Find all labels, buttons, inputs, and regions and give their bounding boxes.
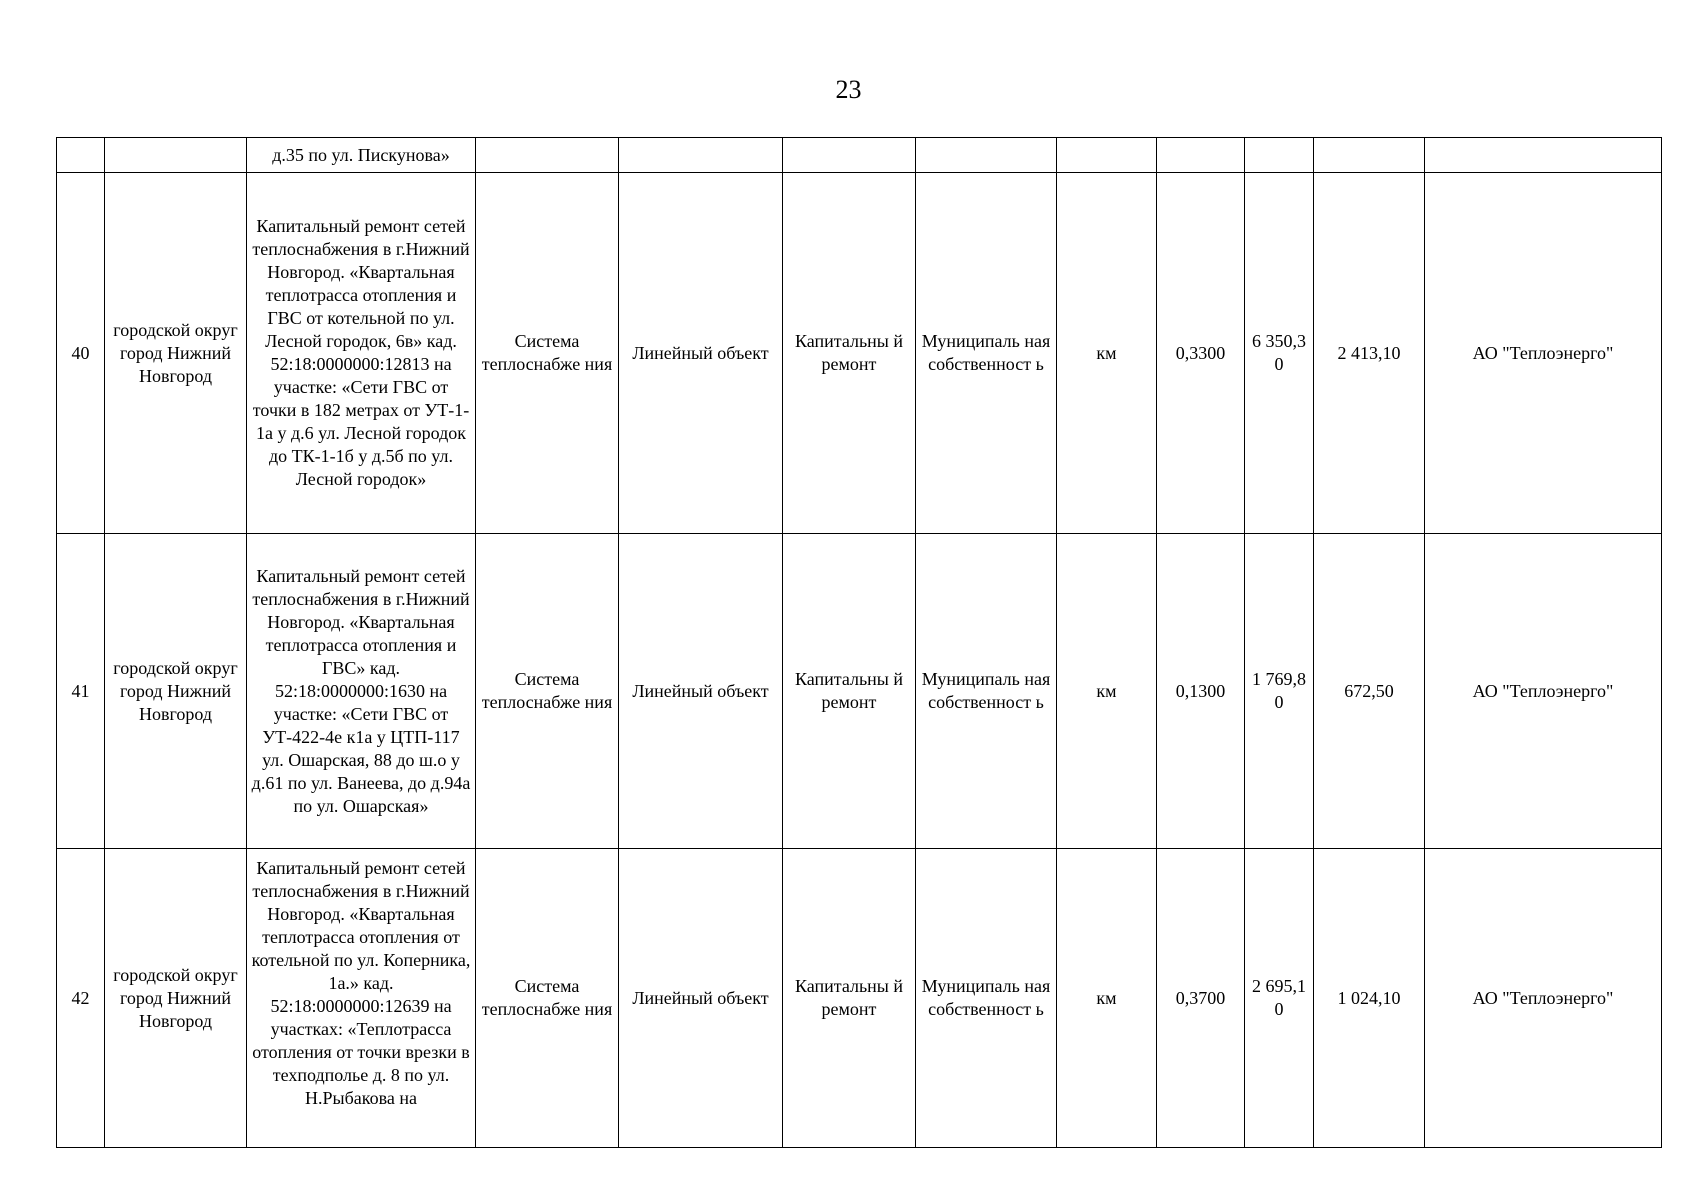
table-row <box>57 173 1662 534</box>
cell-num: 42 <box>57 849 105 1148</box>
cell-unit: км <box>1057 173 1157 534</box>
cell-work-type <box>783 138 916 173</box>
cell-work-type: Капитальны й ремонт <box>783 173 916 534</box>
cell-description: Капитальный ремонт сетей теплоснабжения в г.Нижний Новгород. «Квартальная теплотрасса отопления и ГВС от котельной по ул. Лесной городок, 6в» кад. 52:18:0000000:12813 на участке: «Сети ГВС от точки в 182 метрах от УТ-1-1а у д.6 ул. Лесной городок до ТК-1-1б у д.5б по ул. Лесной городок» <box>247 173 476 534</box>
cell-system <box>476 138 619 173</box>
cell-municipality <box>105 138 247 173</box>
cell-length: 0,1300 <box>1157 534 1245 849</box>
cell-num <box>57 138 105 173</box>
cell-description <box>247 849 476 1148</box>
cell-amount: 1 024,10 <box>1314 849 1425 1148</box>
cell-unit: км <box>1057 849 1157 1148</box>
cell-amount: 672,50 <box>1314 534 1425 849</box>
cell-system: Система теплоснабже ния <box>476 534 619 849</box>
cell-ownership: Муниципаль ная собственност ь <box>916 534 1057 849</box>
cell-cost <box>1245 138 1314 173</box>
cell-object-type: Линейный объект <box>619 849 783 1148</box>
cell-length: 0,3700 <box>1157 849 1245 1148</box>
cell-system: Система теплоснабже ния <box>476 173 619 534</box>
cell-length: 0,3300 <box>1157 173 1245 534</box>
cell-system: Система теплоснабже ния <box>476 849 619 1148</box>
cell-cost: 1 769,8 0 <box>1245 534 1314 849</box>
cell-municipality: городской округ город Нижний Новгород <box>105 849 247 1148</box>
cell-organization: АО "Теплоэнерго" <box>1425 534 1662 849</box>
cell-work-type: Капитальны й ремонт <box>783 849 916 1148</box>
cell-organization <box>1425 138 1662 173</box>
cell-amount: 2 413,10 <box>1314 173 1425 534</box>
cell-num: 41 <box>57 534 105 849</box>
cell-length <box>1157 138 1245 173</box>
table-row <box>57 849 1662 1148</box>
cell-unit: км <box>1057 534 1157 849</box>
cell-municipality: городской округ город Нижний Новгород <box>105 534 247 849</box>
cell-organization: АО "Теплоэнерго" <box>1425 173 1662 534</box>
cell-cost: 2 695,1 0 <box>1245 849 1314 1148</box>
table-row-continuation <box>57 138 1662 173</box>
cell-unit <box>1057 138 1157 173</box>
cell-num: 40 <box>57 173 105 534</box>
cell-organization: АО "Теплоэнерго" <box>1425 849 1662 1148</box>
cell-ownership: Муниципаль ная собственност ь <box>916 173 1057 534</box>
cell-ownership <box>916 138 1057 173</box>
cell-description-text: Капитальный ремонт сетей теплоснабжения в г.Нижний Новгород. «Квартальная теплотрасса отопления от котельной по ул. Коперника, 1а.» кад. 52:18:0000000:12639 на участках: «Теплотрасса отопления от точки врезки в техподполье д. 8 по ул. Н.Рыбакова на <box>251 858 471 1108</box>
cell-ownership: Муниципаль ная собственност ь <box>916 849 1057 1148</box>
page-number: 23 <box>835 75 862 104</box>
projects-table <box>56 137 1662 1148</box>
cell-description: Капитальный ремонт сетей теплоснабжения в г.Нижний Новгород. «Квартальная теплотрасса отопления и ГВС» кад. 52:18:0000000:1630 на участке: «Сети ГВС от УТ-422-4е к1а у ЦТП-117 ул. Ошарская, 88 до ш.о у д.61 по ул. Ванеева, до д.94а по ул. Ошарская» <box>247 534 476 849</box>
cell-object-type <box>619 138 783 173</box>
table-row <box>57 534 1662 849</box>
cell-object-type: Линейный объект <box>619 534 783 849</box>
cell-description: д.35 по ул. Пискунова» <box>247 138 476 173</box>
cell-amount <box>1314 138 1425 173</box>
cell-municipality: городской округ город Нижний Новгород <box>105 173 247 534</box>
cell-cost: 6 350,3 0 <box>1245 173 1314 534</box>
cell-work-type: Капитальны й ремонт <box>783 534 916 849</box>
cell-object-type: Линейный объект <box>619 173 783 534</box>
